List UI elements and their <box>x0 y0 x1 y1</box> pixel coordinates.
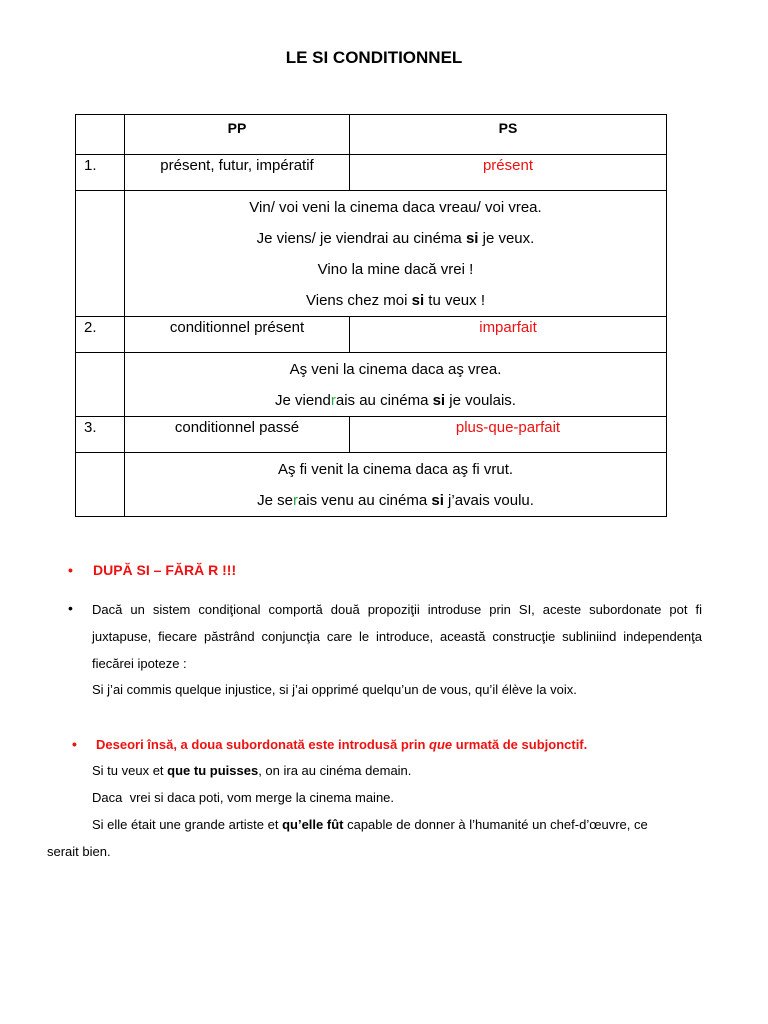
page-title: LE SI CONDITIONNEL <box>285 48 463 67</box>
empty-cell <box>76 191 125 317</box>
example-text: capable de donner à l’humanité un chef-d’œuvre, ce <box>347 817 648 832</box>
example-line-2: Daca vrei si daca poti, vom merge la cinema maine. <box>92 790 395 805</box>
example-line-3-end: serait bien. <box>47 844 111 859</box>
tense-table <box>75 114 667 517</box>
row-number: 2. <box>76 317 125 353</box>
ps-tense: présent <box>350 155 667 191</box>
bullet-dot: • <box>68 600 73 616</box>
rule-que-word: que <box>429 737 453 752</box>
header-pp-cell: PP <box>125 115 350 155</box>
example-line: Je viendrais au cinéma si je voulais. <box>275 392 516 409</box>
rule-no-r: DUPĂ SI – FĂRĂ R !!! <box>93 562 237 578</box>
example-row <box>76 353 667 417</box>
pp-tense: présent, futur, impératif <box>125 155 350 191</box>
empty-cell <box>76 353 125 417</box>
table-header-row <box>76 115 667 155</box>
ps-tense: imparfait <box>350 317 667 353</box>
example-emphasis: qu’elle fût <box>282 817 344 832</box>
table-row <box>76 417 667 453</box>
examples-cell <box>125 191 667 317</box>
table-row <box>76 317 667 353</box>
example-line-1 <box>92 763 411 778</box>
empty-cell <box>76 453 125 517</box>
example-line: Aş veni la cinema daca aş vrea. <box>289 361 502 378</box>
pp-tense: conditionnel passé <box>125 417 350 453</box>
example-text: Si elle était une grande artiste et <box>92 817 279 832</box>
rule-text-after: urmată de subjonctif. <box>455 737 588 752</box>
examples-cell <box>125 453 667 517</box>
juxtaposition-paragraph: Dacă un sistem condiţional comportă două propoziţii introduse prin SI, aceste subordonate pot fi juxtapuse, fiecare păstrând conjuncţia care le introduce, această construcţie subliniind independenţa fiecărei ipoteze : <box>92 602 702 671</box>
example-row <box>76 453 667 517</box>
example-line-3 <box>92 817 648 832</box>
ps-tense: plus-que-parfait <box>350 417 667 453</box>
header-num-cell <box>76 115 125 155</box>
table-row <box>76 155 667 191</box>
example-line: Vin/ voi veni la cinema daca vreau/ voi vrea. <box>249 199 542 216</box>
example-row <box>76 191 667 317</box>
example-text: , on ira au cinéma demain. <box>258 763 412 778</box>
rule-text-before: Deseori însă, a doua subordonată este introdusă prin <box>96 737 426 752</box>
bullet-dot: • <box>72 736 77 752</box>
example-text: Si tu veux et <box>92 763 164 778</box>
bullet-dot: • <box>68 562 73 578</box>
example-line: Vino la mine dacă vrei ! <box>317 261 474 278</box>
example-line: Je viens/ je viendrai au cinéma si je veux. <box>256 230 535 247</box>
example-emphasis: que tu puisses <box>167 763 259 778</box>
example-line: Viens chez moi si tu veux ! <box>306 292 485 309</box>
juxtaposition-example: Si j’ai commis quelque injustice, si j’ai opprimé quelqu’un de vous, qu’il élève la voix. <box>92 682 577 697</box>
row-number: 3. <box>76 417 125 453</box>
example-line: Je serais venu au cinéma si j’avais voulu. <box>257 492 534 509</box>
example-line: Aş fi venit la cinema daca aş fi vrut. <box>277 461 514 478</box>
pp-tense: conditionnel présent <box>125 317 350 353</box>
row-number: 1. <box>76 155 125 191</box>
header-ps-cell: PS <box>350 115 667 155</box>
rule-que-subjonctif <box>96 737 587 752</box>
examples-cell <box>125 353 667 417</box>
